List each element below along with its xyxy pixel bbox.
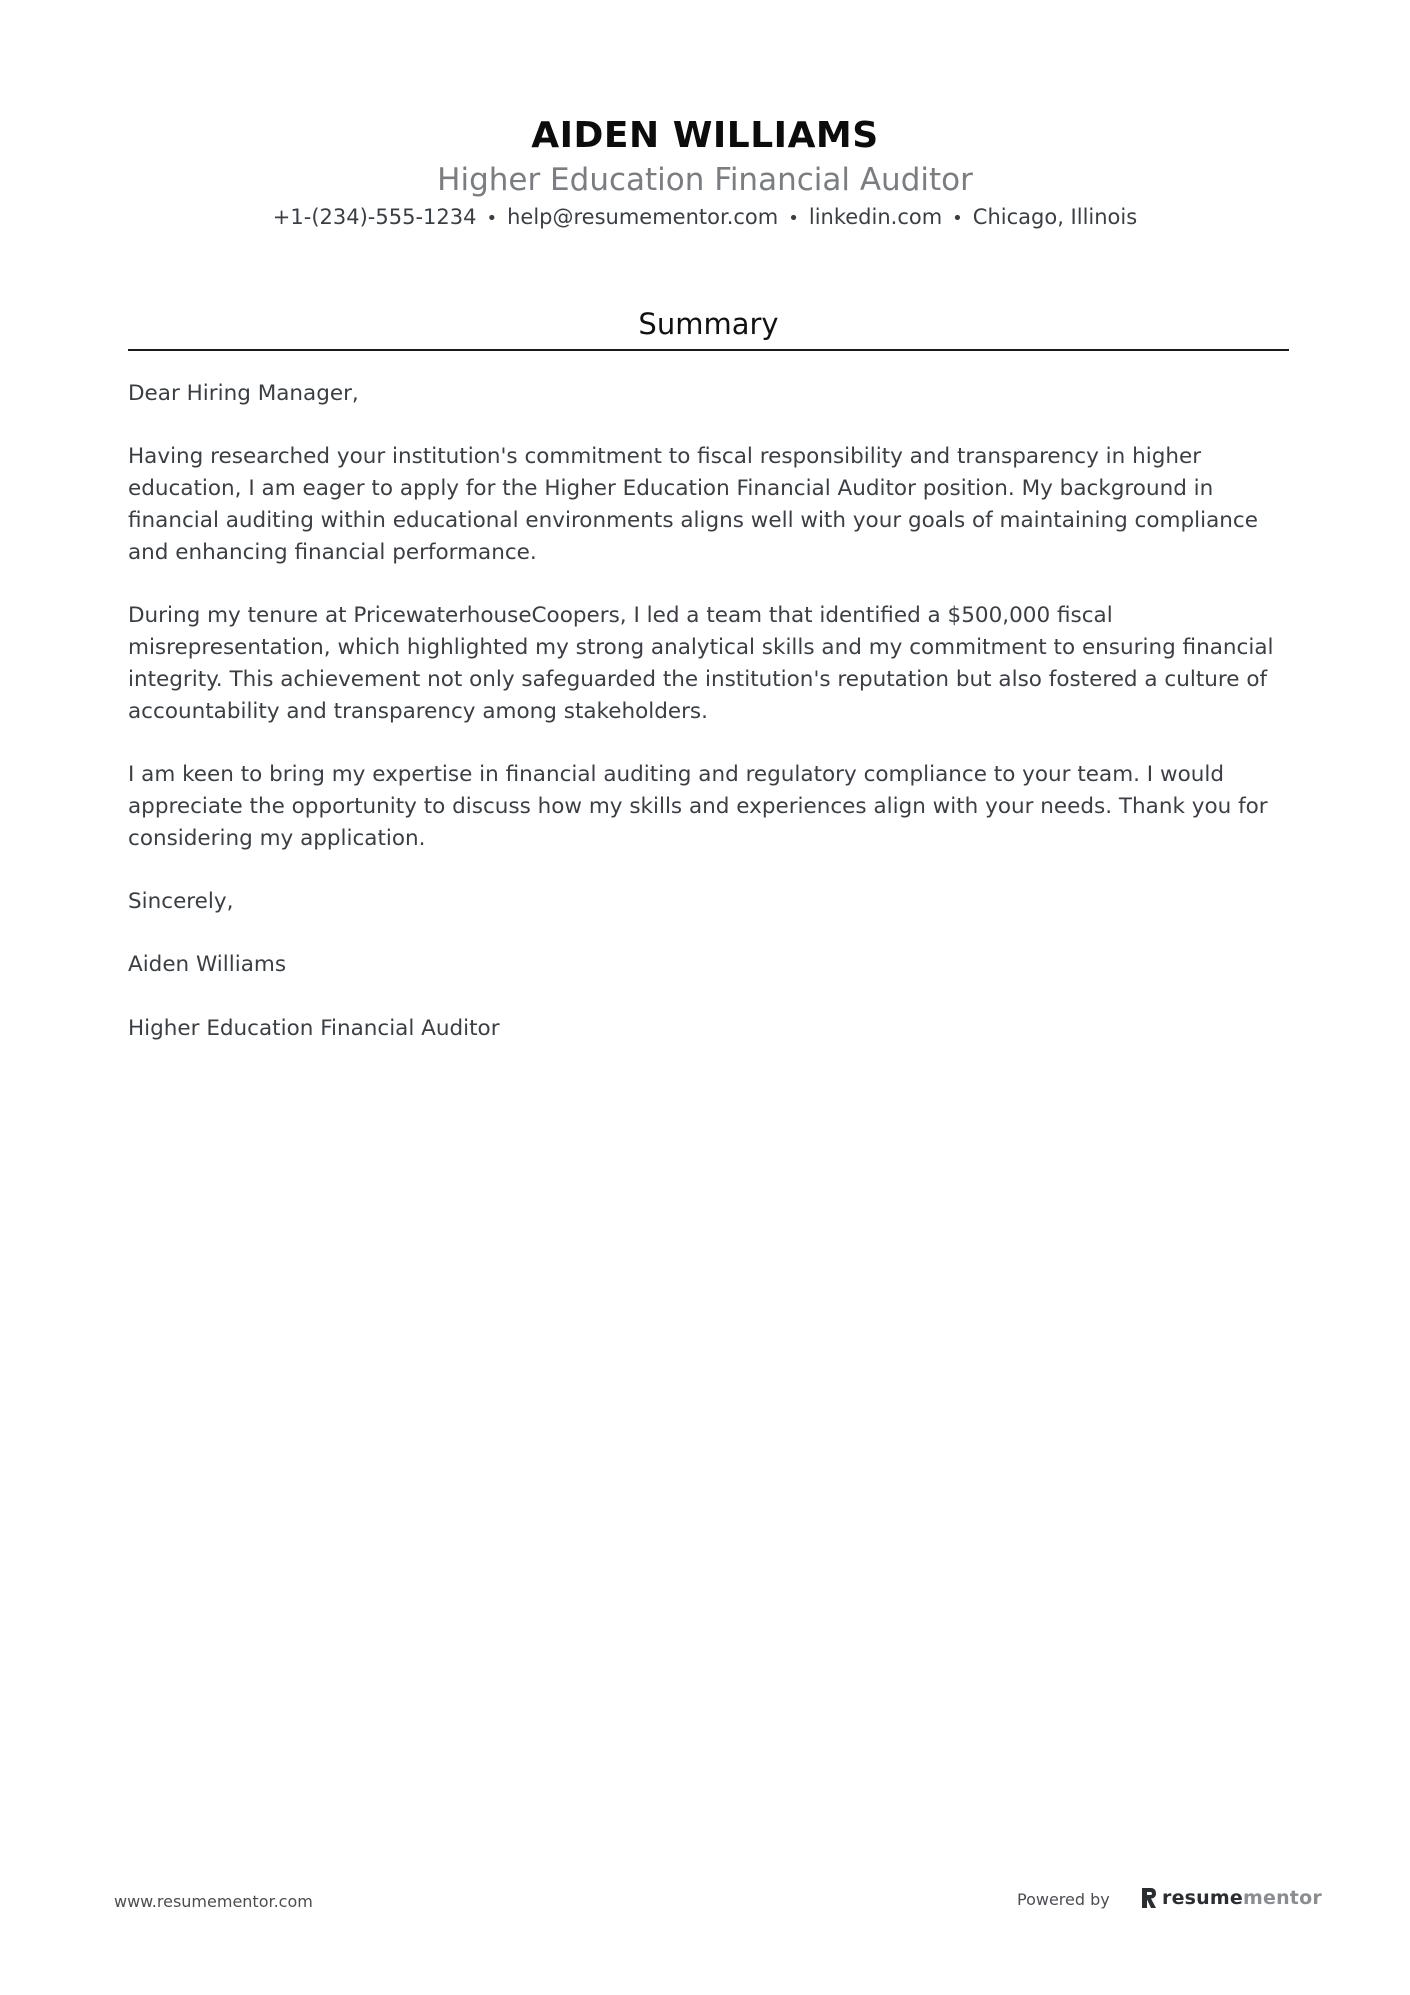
brand-wordmark-part1: resume — [1162, 1887, 1243, 1909]
letter-paragraph: I am keen to bring my expertise in financial auditing and regulatory compliance to your team. I would appreciate the opportunity to discuss how my skills and experiences align with your needs. Thank you for considering my application. — [128, 761, 1268, 851]
contact-separator: • — [788, 208, 799, 229]
applicant-title: Higher Education Financial Auditor — [437, 162, 973, 198]
contact-separator: • — [486, 208, 498, 229]
signature-title: Higher Education Financial Auditor — [128, 1015, 500, 1041]
letter-greeting: Dear Hiring Manager, — [128, 381, 359, 406]
contact-email[interactable]: help@resumementor.com — [507, 205, 779, 229]
contact-line — [0, 202, 1410, 234]
letter-closing: Sincerely, — [128, 888, 234, 914]
brand-wordmark-part2: mentor — [1242, 1887, 1322, 1909]
letter-body — [128, 378, 1288, 1076]
letter-header — [0, 112, 1410, 234]
brand-wordmark — [1162, 1887, 1322, 1909]
applicant-name: AIDEN WILLIAMS — [531, 115, 879, 156]
signature-name: Aiden Williams — [128, 952, 287, 978]
letter-paragraph: Having researched your institution's commitment to fiscal responsibility and transparency in higher education, I am eager to apply for the Higher Education Financial Auditor position. My background in financial auditing within educational environments aligns well with your goals of maintaining compliance and enhancing financial performance. — [128, 444, 1258, 565]
resumementor-logo-icon — [1140, 1887, 1157, 1909]
letter-paragraph: During my tenure at PricewaterhouseCoopers, I led a team that identified a $500,000 fiscal misrepresentation, which highlighted my strong analytical skills and my commitment to ensuring financial integrity. This achievement not only safeguarded the institution's reputation but also fostered a culture of accountability and transparency among stakeholders. — [128, 603, 1274, 724]
section-heading-summary: Summary — [128, 304, 1289, 351]
contact-linkedin[interactable]: linkedin.com — [808, 205, 943, 229]
resumementor-brand[interactable] — [1140, 1884, 1322, 1912]
contact-phone: +1-(234)-555-1234 — [272, 205, 477, 229]
footer-url[interactable]: www.resumementor.com — [114, 1892, 313, 1911]
contact-separator: • — [952, 208, 963, 229]
powered-by-label: Powered by — [1017, 1890, 1110, 1909]
contact-location: Chicago, Illinois — [972, 205, 1138, 229]
